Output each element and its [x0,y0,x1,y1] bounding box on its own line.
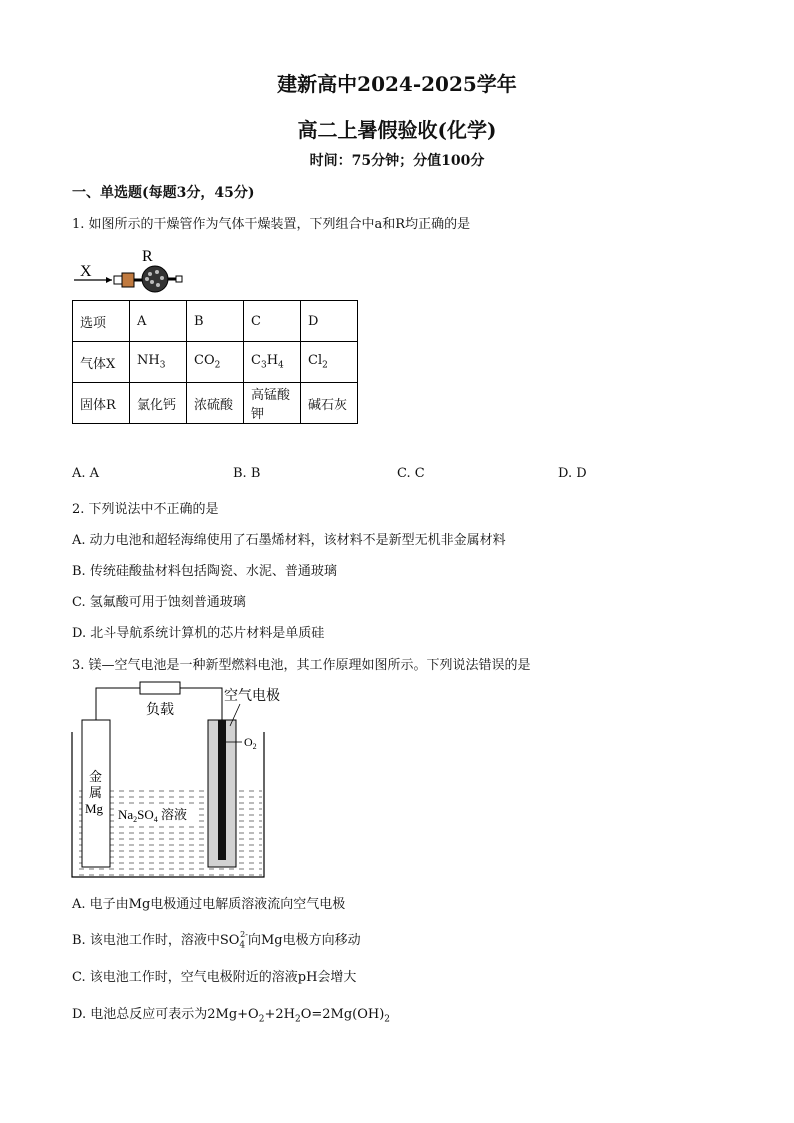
q1-table [72,300,358,424]
option-cell: D [301,301,358,342]
gas-cell: $Cl_2$ [301,342,358,383]
q1-option-a[interactable]: A. A [72,466,100,481]
q1-option-d[interactable]: D. D [558,466,587,481]
o2-label: $O_2$ [244,735,257,751]
q2-option-c[interactable]: C. 氢氟酸可用于蚀刻普通玻璃 [72,595,246,610]
gas-cell: $CO_2$ [187,342,244,383]
q2-option-d[interactable]: D. 北斗导航系统计算机的芯片材料是单质硅 [72,626,325,641]
battery-figure [68,680,298,880]
option-cell: A [130,301,187,342]
drying-tube-figure [72,244,192,294]
row-header: 固体R [73,383,130,424]
q1-option-b[interactable]: B. B [233,466,261,481]
exam-info: 时间：75分钟；分值100分 [309,153,485,169]
q1-option-c[interactable]: C. C [397,466,425,481]
solid-cell: 氯化钙 [130,383,187,424]
table-row [73,301,358,342]
q3-option-d-prefix: D. 电池总反应可表示为 [72,1007,208,1022]
option-cell: C [244,301,301,342]
table-row [73,383,358,424]
solid-cell: 浓硫酸 [187,383,244,424]
gas-cell: $NH_3$ [130,342,187,383]
school-title: 建新高中2024-2025学年 [277,72,517,96]
metal-label-2: 属 [89,785,103,800]
q1-stem: 1. 如图所示的干燥管作为气体干燥装置，下列组合中a和R均正确的是 [72,217,471,232]
solid-cell: 碱石灰 [301,383,358,424]
q3-option-d[interactable] [72,1003,390,1025]
load-label: 负载 [146,703,174,718]
q3-option-c[interactable]: C. 该电池工作时，空气电极附近的溶液pH会增大 [72,970,357,985]
q3-stem: 3. 镁—空气电池是一种新型燃料电池，其工作原理如图所示。下列说法错误的是 [72,658,531,673]
label-x: X [80,263,92,280]
row-header: 选项 [73,301,130,342]
gas-cell: $C_3H_4$ [244,342,301,383]
q3-option-b[interactable]: B. 该电池工作时，溶液中$SO_4^{2-}$向Mg电极方向移动 [72,929,361,951]
q2-option-a[interactable]: A. 动力电池和超轻海绵使用了石墨烯材料，该材料不是新型无机非金属材料 [72,533,506,548]
metal-label-3: Mg [85,801,104,816]
q3-option-a[interactable]: A. 电子由Mg电极通过电解质溶液流向空气电极 [72,897,346,912]
reaction-equation: $2Mg+O_2+2H_2O=2Mg(OH)_2$ [207,1007,391,1025]
option-cell: B [187,301,244,342]
q3-option-b-prefix: B. 该电池工作时，溶液中 [72,933,220,948]
air-electrode-label: 空气电极 [224,689,280,704]
metal-label-1: 金 [89,769,103,784]
section-title: 一、单选题(每题3分，45分) [72,185,255,201]
q3-option-b-suffix: 向Mg电极方向移动 [247,933,361,948]
table-row [73,342,358,383]
q2-option-b[interactable]: B. 传统硅酸盐材料包括陶瓷、水泥、普通玻璃 [72,564,337,579]
row-header: 气体X [73,342,130,383]
exam-title: 高二上暑假验收(化学) [297,118,497,142]
solid-cell: 高锰酸钾 [244,383,301,424]
solution-label: $Na_2SO_4$ 溶液 [118,807,188,824]
q2-stem: 2. 下列说法中不正确的是 [72,502,219,517]
label-r: R [142,248,153,265]
